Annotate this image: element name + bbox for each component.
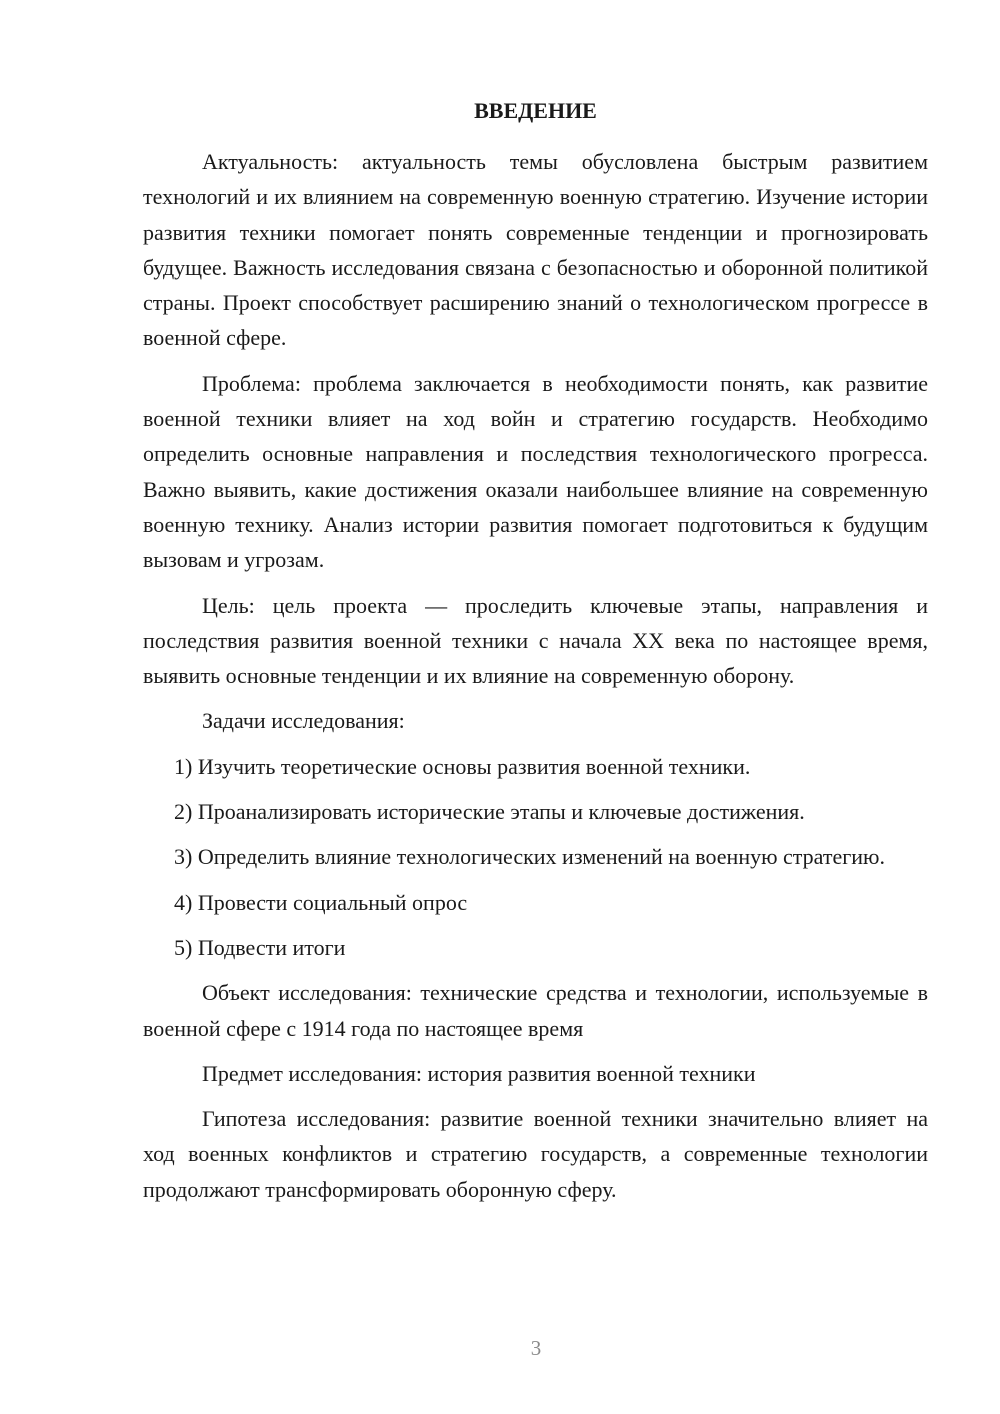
task-item: 3) Определить влияние технологических изменений на военную стратегию. bbox=[174, 844, 885, 870]
tasks-heading: Задачи исследования: bbox=[202, 708, 405, 734]
page-content bbox=[143, 98, 928, 1217]
relevance-paragraph: Актуальность: актуальность темы обусловлена быстрым развитием технологий и их влиянием на современную военную стратегию. Изучение истории развития техники помогает понять современные тенденции и прогнозировать будущее. Важность исследования связана с безопасностью и оборонной политикой страны. Проект способствует расширению знаний о технологическом прогрессе в военной сфере. bbox=[143, 149, 928, 351]
task-item: 1) Изучить теоретические основы развития военной техники. bbox=[174, 753, 751, 779]
task-item: 4) Провести социальный опрос bbox=[174, 889, 468, 915]
section-title: ВВЕДЕНИЕ bbox=[474, 98, 597, 123]
page-number: 3 bbox=[530, 1336, 542, 1360]
object-paragraph: Объект исследования: технические средства и технологии, используемые в военной сфере с 1914 года по настоящее время bbox=[143, 980, 928, 1041]
subject-paragraph: Предмет исследования: история развития военной техники bbox=[202, 1060, 756, 1086]
problem-paragraph: Проблема: проблема заключается в необходимости понять, как развитие военной техники влияет на ход войн и стратегию государств. Необходимо определить основные направления и последствия технологического прогресса. Важно выявить, какие достижения оказали наибольшее влияние на современную военную технику. Анализ истории развития помогает подготовиться к будущим вызовам и угрозам. bbox=[143, 370, 928, 573]
task-item: 5) Подвести итоги bbox=[174, 934, 346, 960]
task-item: 2) Проанализировать исторические этапы и ключевые достижения. bbox=[174, 799, 805, 825]
goal-paragraph: Цель: цель проекта — проследить ключевые этапы, направления и последствия развития военной техники с начала XX века по настоящее время, выявить основные тенденции и их влияние на современную оборону. bbox=[143, 592, 928, 689]
hypothesis-paragraph: Гипотеза исследования: развитие военной техники значительно влияет на ход военных конфликтов и стратегию государств, а современные технологии продолжают трансформировать оборонную сферу. bbox=[143, 1106, 928, 1202]
